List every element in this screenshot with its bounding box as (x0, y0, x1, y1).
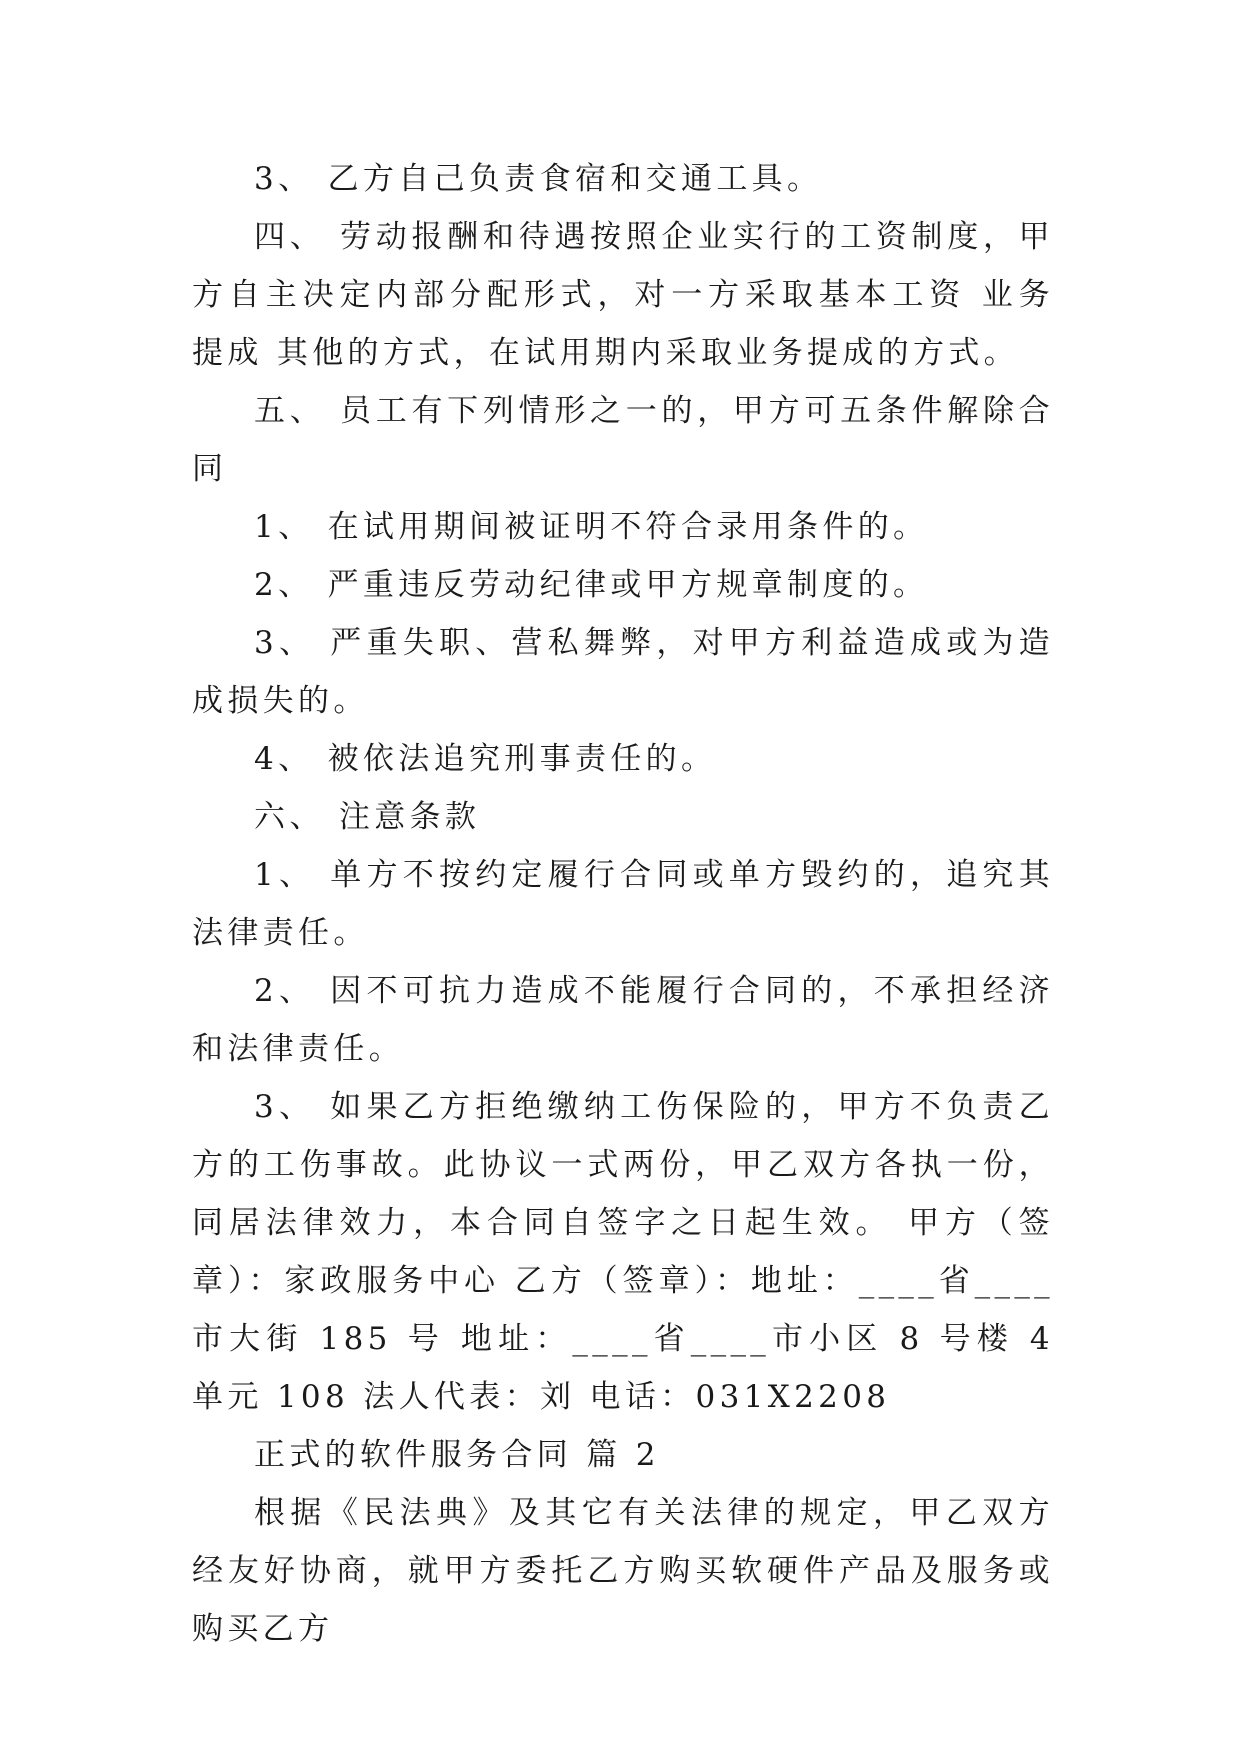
paragraph-termination-item-4: 4、 被依法追究刑事责任的。 (254, 741, 717, 777)
section-heading-part-2: 正式的软件服务合同 篇 2 (254, 1437, 660, 1473)
document-body (192, 150, 1054, 1658)
paragraph-part-2-intro: 根据《民法典》及其它有关法律的规定，甲乙双方经友好协商，就甲方委托乙方购买软硬件产品及服务或购买乙方 (192, 1495, 1054, 1647)
paragraph-item-3-meals: 3、 乙方自己负责食宿和交通工具。 (254, 161, 823, 197)
paragraph-notes-item-2: 2、 因不可抗力造成不能履行合同的，不承担经济和法律责任。 (192, 973, 1054, 1067)
paragraph-termination-item-3: 3、 严重失职、营私舞弊，对甲方利益造成或为造成损失的。 (192, 625, 1054, 719)
paragraph-clause-4-compensation: 四、 劳动报酬和待遇按照企业实行的工资制度，甲方自主决定内部分配形式，对一方采取基本工资 业务提成 其他的方式，在试用期内采取业务提成的方式。 (192, 219, 1054, 371)
paragraph-notes-item-3-signatures: 3、 如果乙方拒绝缴纳工伤保险的，甲方不负责乙方的工伤事故。此协议一式两份，甲乙双方各执一份，同居法律效力，本合同自签字之日起生效。 甲方（签章）：家政服务中心 乙方（签章）：地址：____省____市大街 185 号 地址：____省____市小区 8 号楼 4 单元 108 法人代表：刘 电话：031X2208 (192, 1089, 1054, 1415)
paragraph-termination-item-1: 1、 在试用期间被证明不符合录用条件的。 (254, 509, 929, 545)
paragraph-termination-item-2: 2、 严重违反劳动纪律或甲方规章制度的。 (254, 567, 929, 603)
paragraph-clause-6-notes: 六、 注意条款 (254, 799, 481, 835)
paragraph-notes-item-1: 1、 单方不按约定履行合同或单方毁约的，追究其法律责任。 (192, 857, 1054, 951)
paragraph-clause-5-termination: 五、 员工有下列情形之一的，甲方可五条件解除合同 (192, 393, 1054, 487)
